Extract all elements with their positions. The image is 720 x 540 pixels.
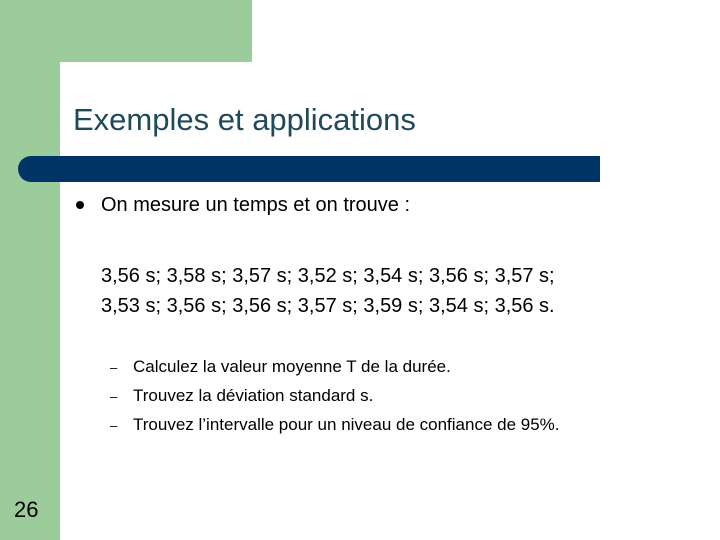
title-underline-bar <box>18 156 600 182</box>
values-line-2: 3,53 s; 3,56 s; 3,56 s; 3,57 s; 3,59 s; 3,54 s; 3,56 s. <box>101 295 555 317</box>
green-top-band <box>0 0 252 62</box>
values-line-1: 3,56 s; 3,58 s; 3,57 s; 3,52 s; 3,54 s; 3,56 s; 3,57 s; <box>101 265 555 287</box>
dash-icon: – <box>110 360 118 375</box>
sub-item-interval: Trouvez l’intervalle pour un niveau de confiance de 95%. <box>133 415 560 434</box>
sub-item-std-dev: Trouvez la déviation standard s. <box>133 386 374 405</box>
sub-item-mean: Calculez la valeur moyenne T de la durée. <box>133 357 451 376</box>
measurement-values <box>101 261 555 321</box>
green-side-band <box>0 0 60 540</box>
bullet-text: On mesure un temps et on trouve : <box>101 194 411 216</box>
page-number: 26 <box>14 497 39 522</box>
bullet-dot-icon <box>76 201 84 209</box>
slide-title: Exemples et applications <box>73 102 416 137</box>
dash-icon: – <box>110 389 118 404</box>
dash-icon: – <box>110 418 118 433</box>
